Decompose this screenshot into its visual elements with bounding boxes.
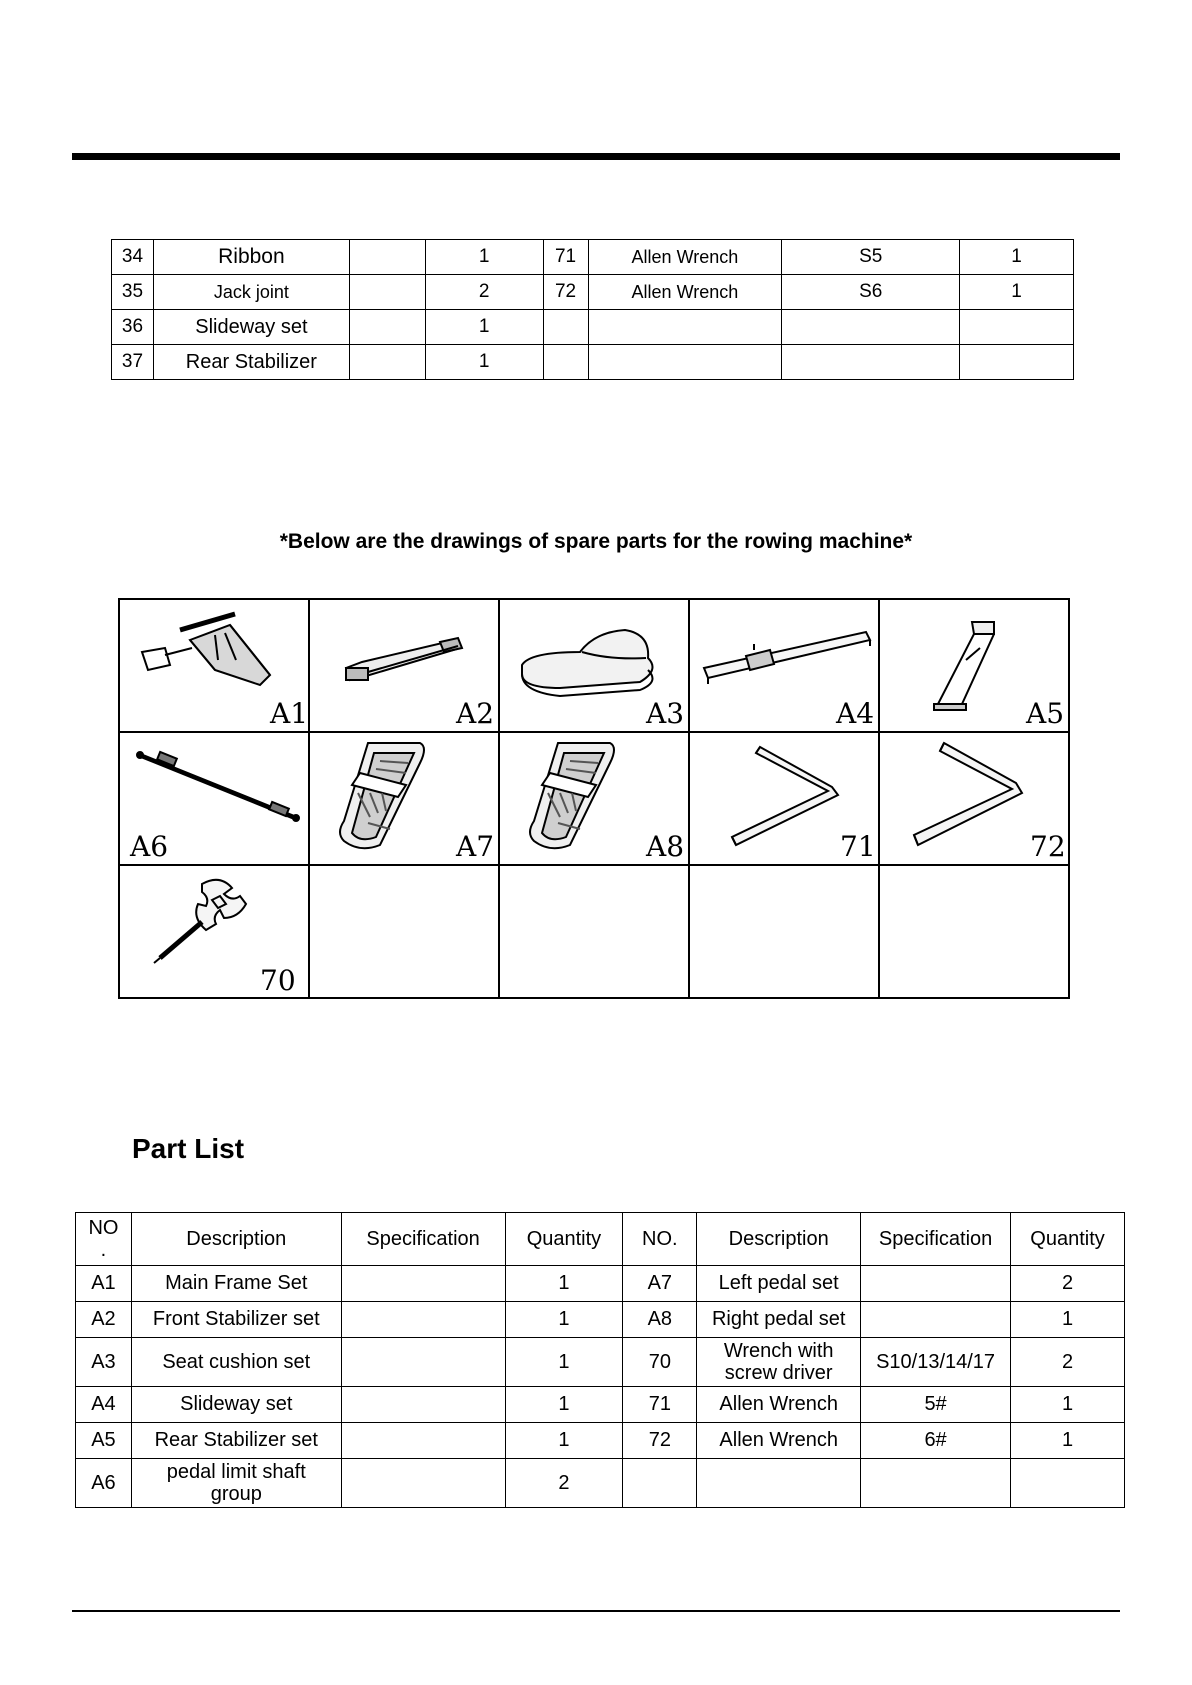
drawing-cell-empty	[499, 865, 689, 998]
part-spec	[341, 1302, 505, 1338]
part-spec: S10/13/14/17	[861, 1338, 1011, 1387]
table-row	[112, 275, 1074, 310]
footer-rule	[72, 1610, 1120, 1612]
part-number: A4	[76, 1387, 132, 1423]
parts-table-continued	[111, 239, 1074, 380]
part-quantity: 1	[1011, 1423, 1125, 1459]
drawing-cell-a4	[689, 599, 879, 732]
part-description: Rear Stabilizer	[153, 345, 349, 380]
header-quantity: Quantity	[505, 1213, 623, 1266]
rear-stabilizer-drawing	[880, 600, 1068, 731]
part-spec	[341, 1459, 505, 1508]
table-row	[112, 345, 1074, 380]
part-spec	[349, 275, 425, 310]
part-spec	[349, 310, 425, 345]
part-number: 72	[543, 275, 588, 310]
part-number	[623, 1459, 697, 1508]
part-quantity: 1	[960, 240, 1074, 275]
table-row	[112, 310, 1074, 345]
part-number: 71	[623, 1387, 697, 1423]
drawing-label: A6	[130, 830, 169, 863]
table-row	[76, 1302, 1125, 1338]
allen-wrench-5-drawing	[690, 733, 878, 864]
drawing-cell-a2	[309, 599, 499, 732]
part-spec: 5#	[861, 1387, 1011, 1423]
part-number: A5	[76, 1423, 132, 1459]
part-spec	[341, 1338, 505, 1387]
part-quantity: 1	[505, 1387, 623, 1423]
part-quantity: 1	[505, 1338, 623, 1387]
part-list-table	[75, 1212, 1125, 1508]
part-spec	[349, 345, 425, 380]
part-number: 37	[112, 345, 154, 380]
part-description: pedal limit shaft group	[131, 1459, 341, 1508]
part-number: A2	[76, 1302, 132, 1338]
part-quantity: 1	[425, 345, 543, 380]
part-spec: S6	[782, 275, 960, 310]
allen-wrench-6-drawing	[880, 733, 1068, 864]
table-row	[76, 1387, 1125, 1423]
part-description: Allen Wrench	[697, 1423, 861, 1459]
header-specification: Specification	[861, 1213, 1011, 1266]
table-row	[76, 1459, 1125, 1508]
part-quantity: 1	[505, 1423, 623, 1459]
drawing-cell-a5	[879, 599, 1069, 732]
right-pedal-drawing	[500, 733, 688, 864]
part-quantity: 2	[1011, 1338, 1125, 1387]
drawing-cell-a3	[499, 599, 689, 732]
drawing-label: A8	[646, 830, 685, 863]
part-quantity: 2	[425, 275, 543, 310]
part-spec	[782, 345, 960, 380]
part-description: Allen Wrench	[588, 275, 782, 310]
drawing-label: A3	[646, 697, 685, 730]
drawing-cell-71	[689, 732, 879, 865]
part-description	[697, 1459, 861, 1508]
pedal-limit-shaft-drawing	[120, 733, 308, 864]
header-no: NO.	[623, 1213, 697, 1266]
part-number: A6	[76, 1459, 132, 1508]
drawing-cell-a1	[119, 599, 309, 732]
part-number: A3	[76, 1338, 132, 1387]
part-description: Right pedal set	[697, 1302, 861, 1338]
front-stabilizer-drawing	[310, 600, 498, 731]
part-spec	[782, 310, 960, 345]
header-rule	[72, 153, 1120, 160]
part-number: 71	[543, 240, 588, 275]
part-quantity: 1	[505, 1266, 623, 1302]
part-spec	[861, 1266, 1011, 1302]
part-number	[543, 345, 588, 380]
table-row	[112, 240, 1074, 275]
part-quantity: 1	[1011, 1387, 1125, 1423]
drawing-cell-empty	[879, 865, 1069, 998]
part-spec	[341, 1387, 505, 1423]
part-spec: S5	[782, 240, 960, 275]
header-no: NO .	[76, 1213, 132, 1266]
drawing-cell-empty	[309, 865, 499, 998]
part-description: Jack joint	[153, 275, 349, 310]
part-spec	[349, 240, 425, 275]
part-spec	[861, 1302, 1011, 1338]
part-description: Allen Wrench	[588, 240, 782, 275]
table-row	[76, 1338, 1125, 1387]
part-description: Slideway set	[153, 310, 349, 345]
part-quantity	[960, 310, 1074, 345]
drawing-cell-empty	[689, 865, 879, 998]
left-pedal-drawing	[310, 733, 498, 864]
header-description: Description	[697, 1213, 861, 1266]
drawing-label: 70	[260, 964, 296, 997]
part-quantity	[960, 345, 1074, 380]
part-spec	[861, 1459, 1011, 1508]
part-spec: 6#	[861, 1423, 1011, 1459]
part-description: Wrench with screw driver	[697, 1338, 861, 1387]
part-description: Rear Stabilizer set	[131, 1423, 341, 1459]
part-description	[588, 345, 782, 380]
part-number: 70	[623, 1338, 697, 1387]
part-quantity: 2	[505, 1459, 623, 1508]
part-quantity: 2	[1011, 1266, 1125, 1302]
drawing-label: A2	[456, 697, 495, 730]
part-quantity	[1011, 1459, 1125, 1508]
part-quantity: 1	[960, 275, 1074, 310]
part-description	[588, 310, 782, 345]
drawing-label: A7	[456, 830, 495, 863]
part-number: A7	[623, 1266, 697, 1302]
part-description: Seat cushion set	[131, 1338, 341, 1387]
part-quantity: 1	[505, 1302, 623, 1338]
drawing-cell-a6	[119, 732, 309, 865]
part-number: 36	[112, 310, 154, 345]
drawing-label: A4	[836, 697, 875, 730]
part-description: Front Stabilizer set	[131, 1302, 341, 1338]
part-number: 72	[623, 1423, 697, 1459]
drawings-caption: *Below are the drawings of spare parts for the rowing machine*	[279, 530, 913, 553]
part-description: Slideway set	[131, 1387, 341, 1423]
part-list-title: Part List	[132, 1133, 245, 1164]
drawing-cell-72	[879, 732, 1069, 865]
drawing-cell-70	[119, 865, 309, 998]
part-description: Ribbon	[153, 240, 349, 275]
drawing-label: A1	[270, 697, 308, 730]
main-frame-drawing	[120, 600, 308, 731]
part-number: A8	[623, 1302, 697, 1338]
part-number: A1	[76, 1266, 132, 1302]
wrench-screwdriver-drawing	[120, 866, 308, 997]
part-description: Allen Wrench	[697, 1387, 861, 1423]
drawing-cell-a8	[499, 732, 689, 865]
part-quantity: 1	[1011, 1302, 1125, 1338]
table-row	[76, 1423, 1125, 1459]
part-description: Main Frame Set	[131, 1266, 341, 1302]
part-number	[543, 310, 588, 345]
header-quantity: Quantity	[1011, 1213, 1125, 1266]
seat-cushion-drawing	[500, 600, 688, 731]
part-spec	[341, 1423, 505, 1459]
slideway-drawing	[690, 600, 878, 731]
part-number: 34	[112, 240, 154, 275]
header-specification: Specification	[341, 1213, 505, 1266]
table-header-row	[76, 1213, 1125, 1266]
part-description: Left pedal set	[697, 1266, 861, 1302]
table-row	[76, 1266, 1125, 1302]
drawing-label: 72	[1030, 830, 1066, 863]
drawing-cell-a7	[309, 732, 499, 865]
spare-parts-drawing-grid	[118, 598, 1070, 999]
part-quantity: 1	[425, 310, 543, 345]
drawing-label: 71	[840, 830, 876, 863]
part-quantity: 1	[425, 240, 543, 275]
part-spec	[341, 1266, 505, 1302]
part-number: 35	[112, 275, 154, 310]
drawing-label: A5	[1026, 697, 1065, 730]
header-description: Description	[131, 1213, 341, 1266]
